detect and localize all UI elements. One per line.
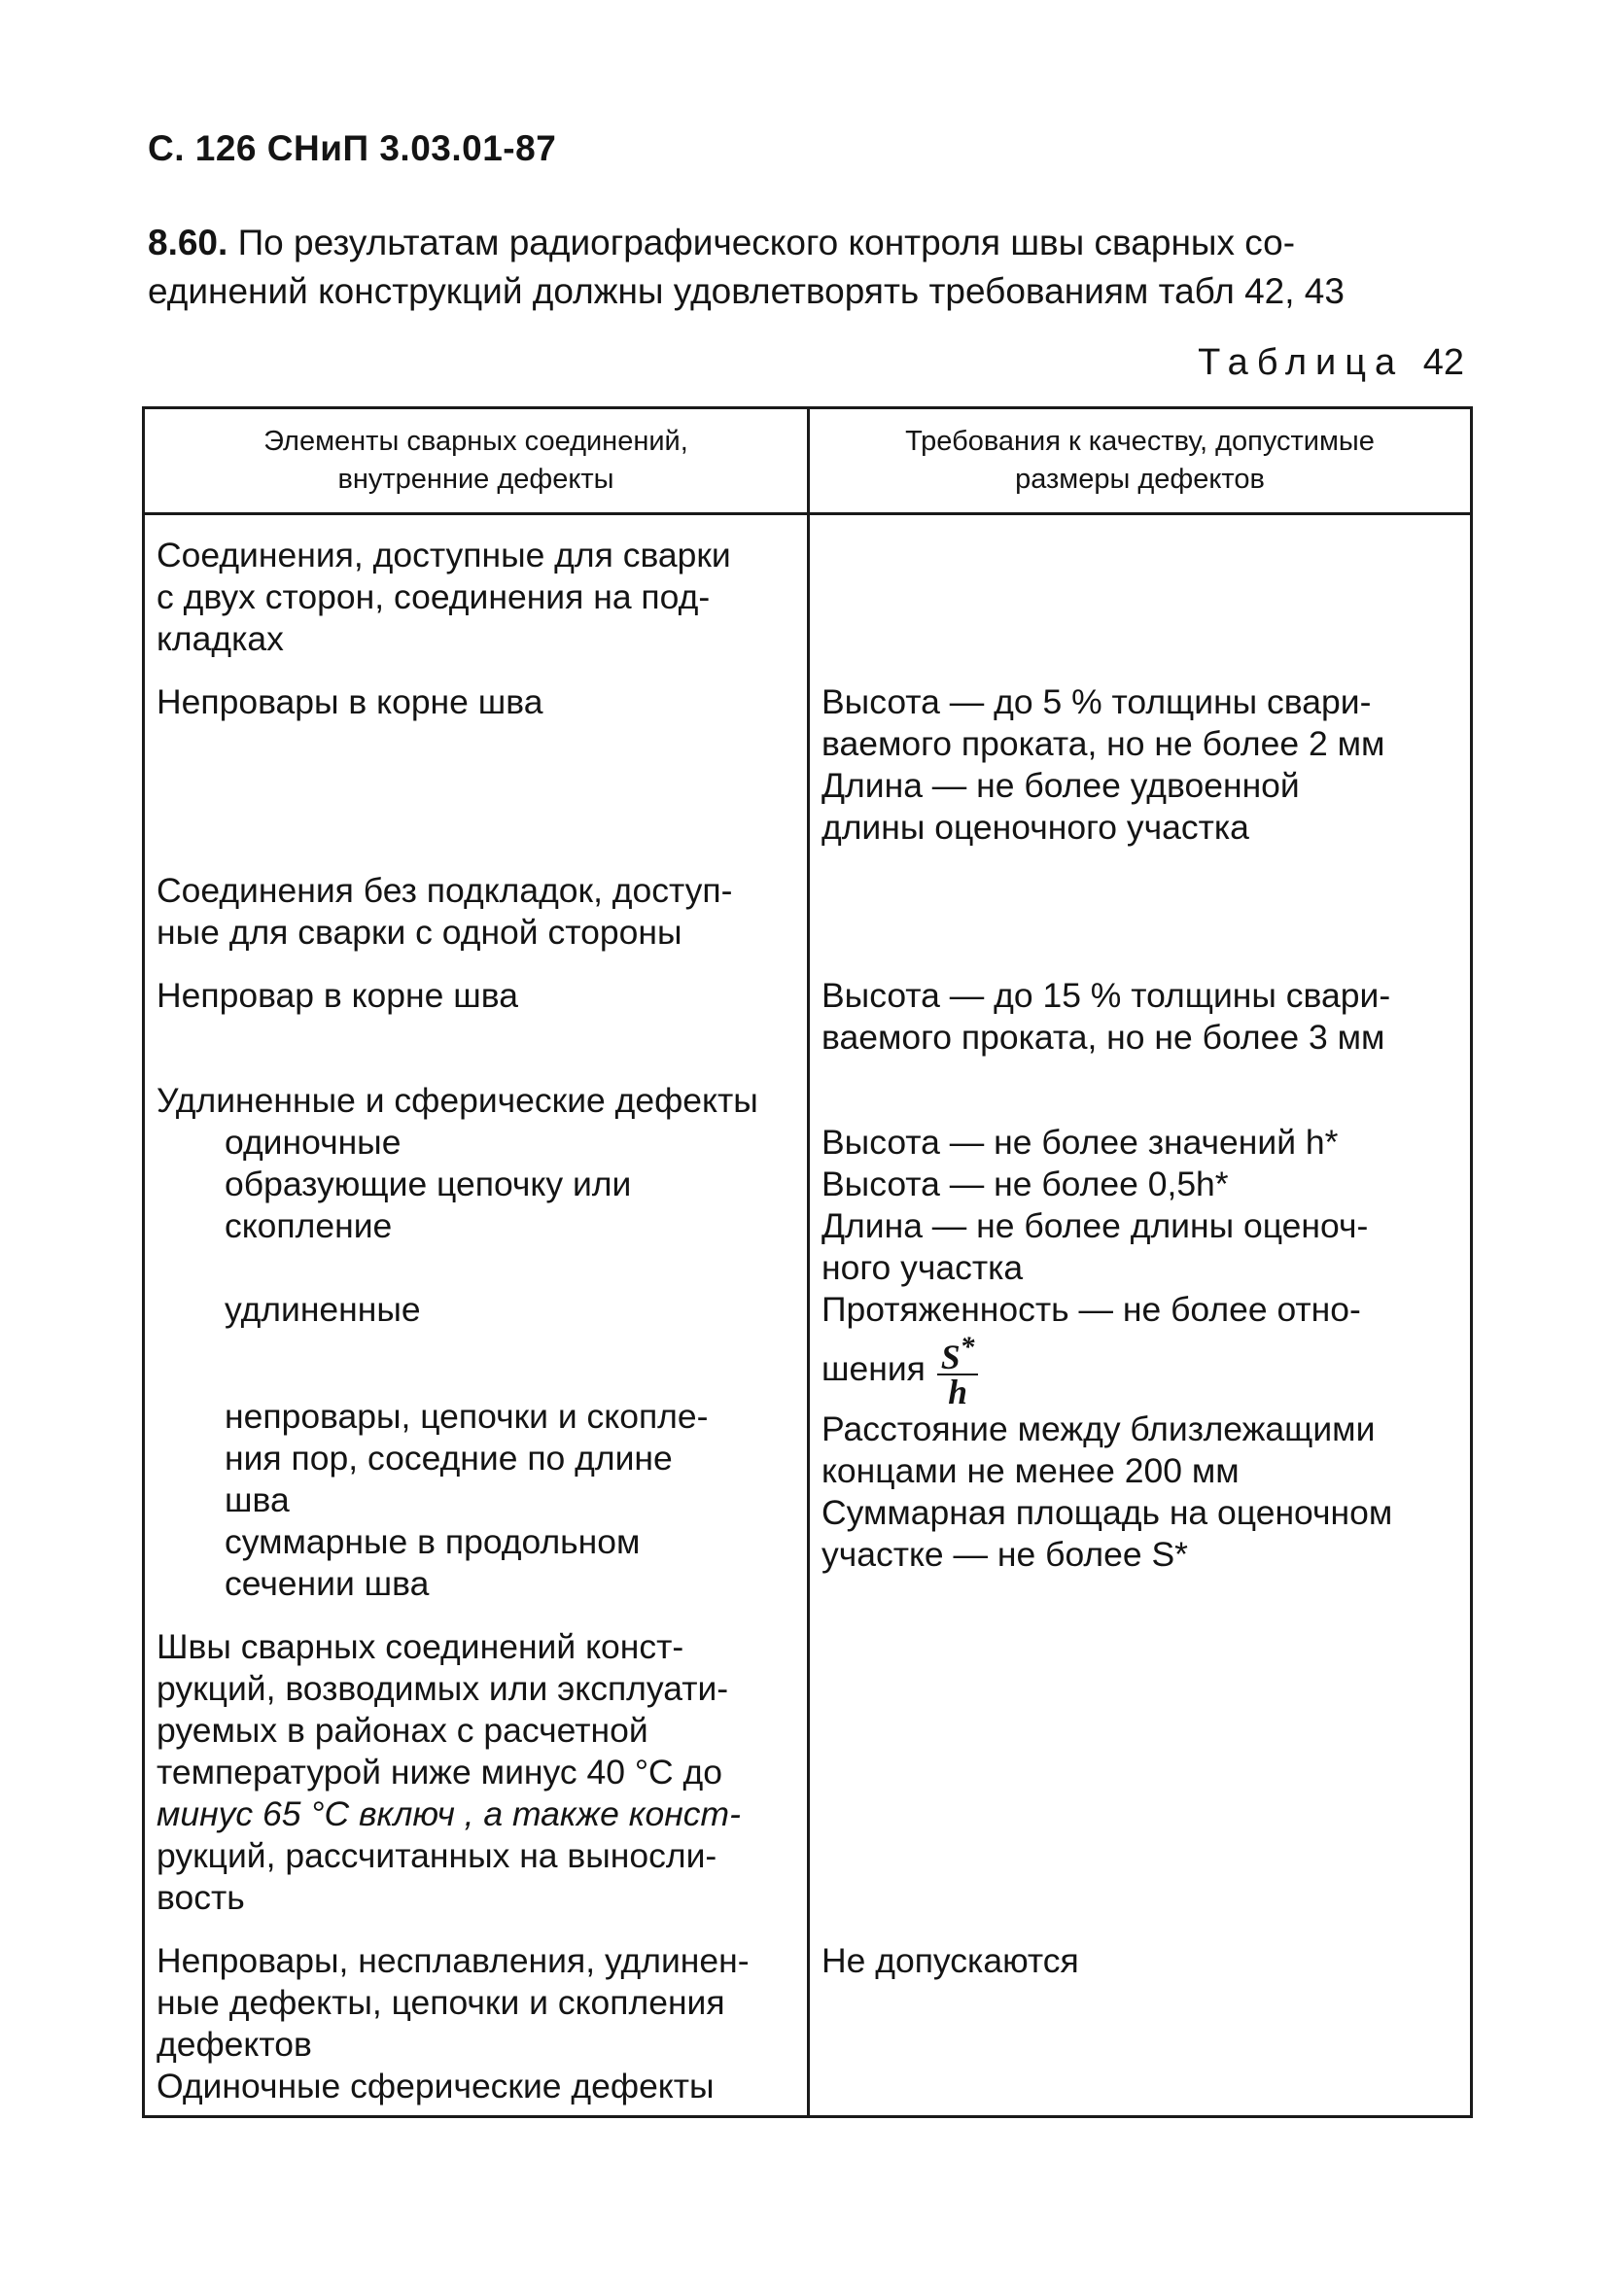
table-row	[144, 1919, 1472, 2117]
header-elements: Элементы сварных соединений, внутренние дефекты	[144, 408, 809, 514]
row-elements-cell: Соединения без подкладок, доступ- ные для сварки с одной стороны	[144, 849, 809, 954]
table-row	[144, 660, 1472, 849]
table-row	[144, 849, 1472, 954]
row-elements-cell: Удлиненные и сферические дефекты одиночные образующие цепочку или скопление удлиненные непровары, цепочки и скопле- ния пор, соседние по длине шва суммарные в продольном сечении шва	[144, 1059, 809, 1605]
row-requirements-cell: Не допускаются	[809, 1919, 1472, 2117]
table-row	[144, 1605, 1472, 1919]
defect-subitems: одиночные образующие цепочку или скопление удлиненные непровары, цепочки и скопле- ния пор, соседние по длине шва суммарные в продольном сечении шва	[225, 1123, 709, 1603]
row-requirements-cell	[809, 849, 1472, 954]
page-header: С. 126 СНиП 3.03.01-87	[148, 128, 557, 168]
row-requirements-cell: Высота — не более значений h* Высота — не более 0,5h* Длина — не более длины оценоч- ного участка Протяженность — не более отно- шения $\frac{S^*}{h}$ Расстояние между близлежащими концами не менее 200 мм Суммарная площадь на оценочном участке — не более S*	[809, 1059, 1472, 1605]
table-caption-label: Таблица	[1198, 342, 1405, 383]
header-requirements: Требования к качеству, допустимые размеры дефектов	[809, 408, 1472, 514]
row-requirements-cell	[809, 1605, 1472, 1919]
row-elements-cell: Швы сварных соединений конст- рукций, возводимых или эксплуати- руемых в районах с расчетной температурой ниже минус 40 °С до минус 65 °С включ , а также конст- рукций, рассчитанных на выносли- вость	[144, 1605, 809, 1919]
clause-text-line-1: По результатам радиографического контроля швы сварных со-	[237, 223, 1296, 262]
row-elements-cell: Соединения, доступные для сварки с двух сторон, соединения на под- кладках	[144, 514, 809, 661]
row-elements-cell: Непровары в корне шва	[144, 660, 809, 849]
row-elements-cell: Непровары, несплавления, удлинен- ные дефекты, цепочки и скопления дефектов Одиночные сферические дефекты	[144, 1919, 809, 2117]
table-caption	[1198, 342, 1464, 384]
table-caption-number: 42	[1422, 342, 1464, 383]
row-elements-cell: Непровар в корне шва	[144, 954, 809, 1059]
table-row	[144, 954, 1472, 1059]
ratio-fraction: $\frac{S^*}{h}$	[937, 1331, 979, 1409]
requirements-table	[142, 406, 1473, 2118]
clause-text-line-2: единений конструкций должны удовлетворять требованиям табл 42, 43	[148, 271, 1345, 311]
table-header-row	[144, 408, 1472, 514]
row-requirements-cell: Высота — до 5 % толщины свари- ваемого проката, но не более 2 мм Длина — не более удвоенной длины оценочного участка	[809, 660, 1472, 849]
clause-paragraph	[148, 219, 1470, 316]
clause-number: 8.60.	[148, 223, 228, 262]
table-row	[144, 514, 1472, 661]
ratio-expression: шения $\frac{S^*}{h}$	[821, 1331, 978, 1409]
table-row	[144, 1059, 1472, 1605]
row-requirements-cell	[809, 514, 1472, 661]
row-requirements-cell: Высота — до 15 % толщины свари- ваемого проката, но не более 3 мм	[809, 954, 1472, 1059]
